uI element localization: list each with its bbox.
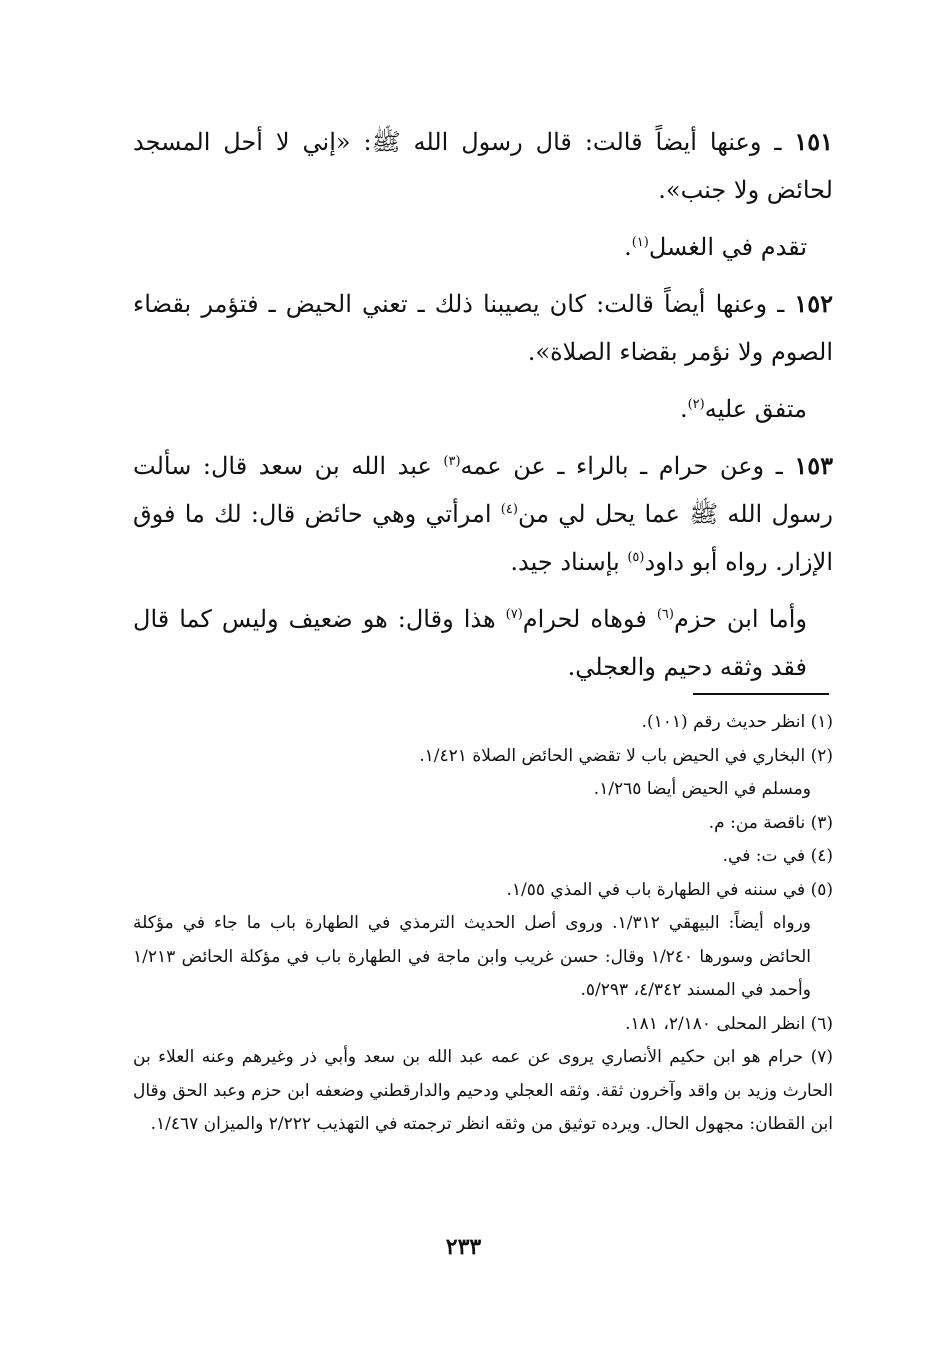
hadith-text: بإسناد جيد. (510, 548, 628, 576)
footnote-label: (٦) (810, 1013, 833, 1034)
source-text: تقدم في الغسل (648, 233, 807, 261)
footnote-label: (١) (810, 712, 833, 732)
footnote-7 (133, 1041, 833, 1142)
hadith-number: ١٥١ (794, 127, 833, 156)
footnote-label: (٢) (810, 745, 833, 766)
hadith-152 (133, 280, 833, 376)
hadith-153 (133, 442, 833, 586)
commentary-text: فوهاه لحرام (522, 605, 657, 633)
footnote-text: ناقصة من: م. (708, 812, 806, 833)
source-tail: . (624, 233, 632, 261)
hadith-text: عبد الله بن سعد قال: سألت رسول الله ﷺ عما يحل لي من (133, 452, 833, 528)
footnote-text: انظر حديث رقم (١٠١). (641, 712, 806, 732)
commentary (133, 595, 833, 691)
hadith-text: ـ وعن حرام ـ بالراء ـ عن عمه (460, 452, 795, 480)
footnote-2-continuation: ومسلم في الحيض أيضا ١/٢٦٥. (593, 779, 811, 799)
hadith-152-source (133, 385, 833, 433)
hadith-text: امرأتي وهي حائض قال: لك ما فوق الإزار. رواه أبو داود (133, 500, 833, 576)
hadith-number: ١٥٢ (794, 289, 833, 318)
footnote-text: في سننه في الطهارة باب في المذي ١/٥٥. (506, 879, 806, 900)
footnote-ref[interactable]: (٦) (656, 607, 674, 622)
footnote-5 (133, 874, 833, 908)
footnote-3 (133, 807, 833, 841)
hadith-text: ـ وعنها أيضاً قالت: كان يصيبنا ذلك ـ تعني الحيض ـ فتؤمر بقضاء الصوم ولا نؤمر بقضاء الصلاة». (133, 290, 833, 366)
footnote-ref[interactable]: (١) (631, 235, 649, 250)
commentary-text: هذا وقال: هو ضعيف وليس كما قال فقد وثقه دحيم والعجلي. (133, 605, 807, 681)
hadith-151-source (133, 223, 833, 271)
footnote-label: (٤) (810, 846, 833, 866)
hadith-151 (133, 118, 833, 214)
footnote-label: (٧) (810, 1047, 834, 1067)
source-tail: . (679, 395, 688, 423)
hadith-number: ١٥٣ (794, 451, 834, 480)
footnote-6 (133, 1008, 833, 1042)
footnote-5-continuation: ورواه أيضاً: البيهقي ١/٣١٢. وروى أصل الحديث الترمذي في الطهارة باب ما جاء في مؤكلة الحائض وسورها ١/٢٤٠ وقال: حسن غريب وابن ماجة في الطهارة باب في مؤكلة الحائض ١/٢١٣ وأحمد في المسند ٤/٣٤٢، ٥/٢٩٣. (133, 913, 812, 1000)
footnote-label: (٣) (810, 812, 833, 833)
page-number: ٢٣٣ (445, 1234, 482, 1260)
footnote-1 (133, 706, 833, 740)
footnote-text: في ت: في. (722, 846, 806, 866)
footnote-label: (٥) (810, 879, 833, 900)
footnote-text: انظر المحلى ٢/١٨٠، ١٨١. (625, 1013, 806, 1034)
footnotes (133, 706, 833, 1142)
footnote-text: البخاري في الحيض باب لا تقضي الحائض الصلاة ١/٤٢١. (419, 745, 806, 766)
footnote-2 (133, 740, 833, 774)
commentary-text: وأما ابن حزم (673, 605, 807, 633)
footnote-ref[interactable]: (٥) (627, 550, 645, 565)
source-text: متفق عليه (704, 395, 807, 423)
footnote-ref[interactable]: (٢) (687, 397, 705, 412)
footnote-ref[interactable]: (٧) (505, 607, 523, 622)
main-text (133, 118, 833, 700)
footnote-4 (133, 840, 833, 874)
footnote-ref[interactable]: (٤) (500, 502, 518, 517)
footnote-separator (693, 693, 829, 695)
footnote-ref[interactable]: (٣) (443, 454, 461, 469)
hadith-text: ـ وعنها أيضاً قالت: قال رسول الله ﷺ: «إني لا أحل المسجد لحائض ولا جنب». (133, 128, 833, 204)
footnote-text: حرام هو ابن حكيم الأنصاري يروى عن عمه عبد الله بن سعد وأبي ذر وغيرهم وعنه العلاء بن الحارث وزيد بن واقد وآخرون ثقة. وثقه العجلي ودحيم والدارقطني وضعفه ابن حزم وعبد الحق وقال ابن القطان: مجهول الحال. ويرده توثيق من وثقه انظر ترجمته في التهذيب ٢/٢٢٢ والميزان ١/٤٦٧. (133, 1047, 833, 1134)
